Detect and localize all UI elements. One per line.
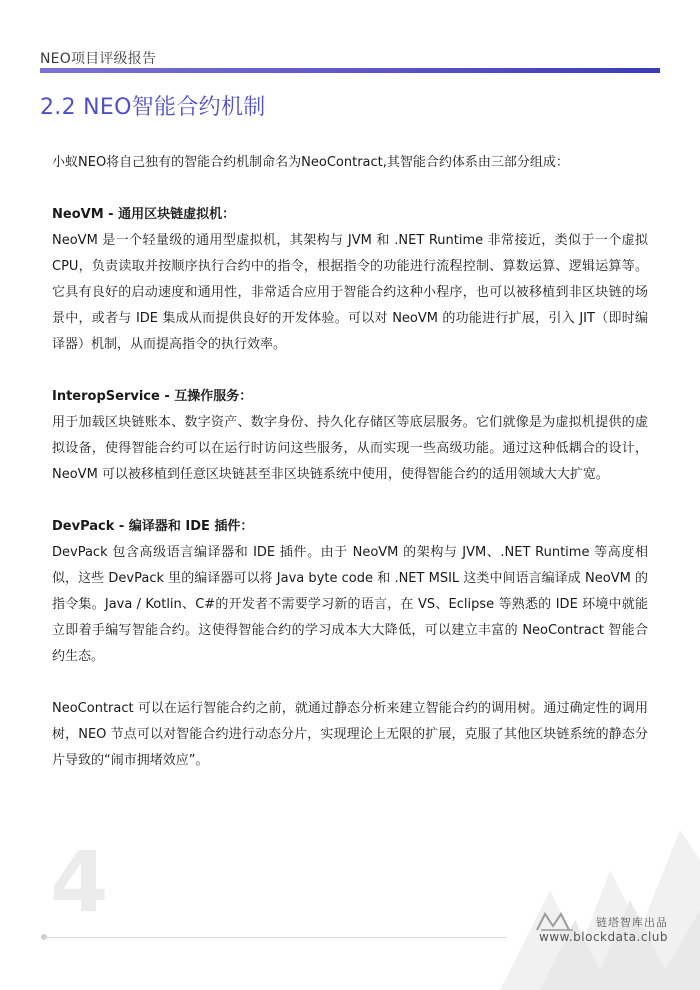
paragraph-gap	[52, 488, 648, 514]
devpack-heading: DevPack - 编译器和 IDE 插件：	[52, 519, 254, 534]
document-body	[52, 150, 648, 774]
section-title: 2.2 NEO智能合约机制	[40, 95, 266, 120]
paragraph-gap	[52, 358, 648, 384]
intro-paragraph: 小蚁NEO将自己独有的智能合约机制命名为NeoContract,其智能合约体系由三部分组成：	[52, 155, 569, 170]
brand-watermark-icon	[480, 800, 700, 990]
neovm-heading: NeoVM - 通用区块链虚拟机：	[52, 207, 236, 222]
footer-url[interactable]: www.blockdata.club	[539, 930, 668, 944]
footer-divider	[44, 937, 506, 938]
paragraph-gap	[52, 176, 648, 202]
brand-logo-icon	[535, 910, 575, 932]
page-header-title: NEO项目评级报告	[40, 51, 157, 67]
devpack-paragraph: DevPack 包含高级语言编译器和 IDE 插件。由于 NeoVM 的架构与 JVM、.NET Runtime 等高度相似，这些 DevPack 里的编译器可以将 Java byte code 和 .NET MSIL 这类中间语言编译成 NeoVM 的指令集。Java / Kotlin、C#的开发者不需要学习新的语言，在 VS、Eclipse 等熟悉的 IDE 环境中就能立即着手编写智能合约。这使得智能合约的学习成本大大降低，可以建立丰富的 NeoContract 智能合约生态。	[52, 545, 648, 664]
footer-brand: 链塔智库出品	[596, 916, 668, 929]
neovm-paragraph: NeoVM 是一个轻量级的通用型虚拟机，其架构与 JVM 和 .NET Runtime 非常接近，类似于一个虚拟 CPU，负责读取并按顺序执行合约中的指令，根据指令的功能进行流程控制、算数运算、逻辑运算等。它具有良好的启动速度和通用性，非常适合应用于智能合约这种小程序，也可以被移植到非区块链的场景中，或者与 IDE 集成从而提供良好的开发体验。可以对 NeoVM 的功能进行扩展，引入 JIT（即时编译器）机制，从而提高指令的执行效率。	[52, 233, 648, 352]
page-number: 4	[50, 833, 109, 931]
closing-paragraph: NeoContract 可以在运行智能合约之前，就通过静态分析来建立智能合约的调用树。通过确定性的调用树，NEO 节点可以对智能合约进行动态分片，实现理论上无限的扩展，克服了其他区块链系统的静态分片导致的“闹市拥堵效应”。	[52, 701, 648, 768]
header-accent-bar	[40, 68, 660, 73]
interop-paragraph: 用于加载区块链账本、数字资产、数字身份、持久化存储区等底层服务。它们就像是为虚拟机提供的虚拟设备，使得智能合约可以在运行时访问这些服务，从而实现一些高级功能。通过这种低耦合的设计，NeoVM 可以被移植到任意区块链甚至非区块链系统中使用，使得智能合约的适用领域大大扩宽。	[52, 415, 648, 482]
interop-heading: InteropService - 互操作服务：	[52, 389, 253, 404]
paragraph-gap	[52, 670, 648, 696]
